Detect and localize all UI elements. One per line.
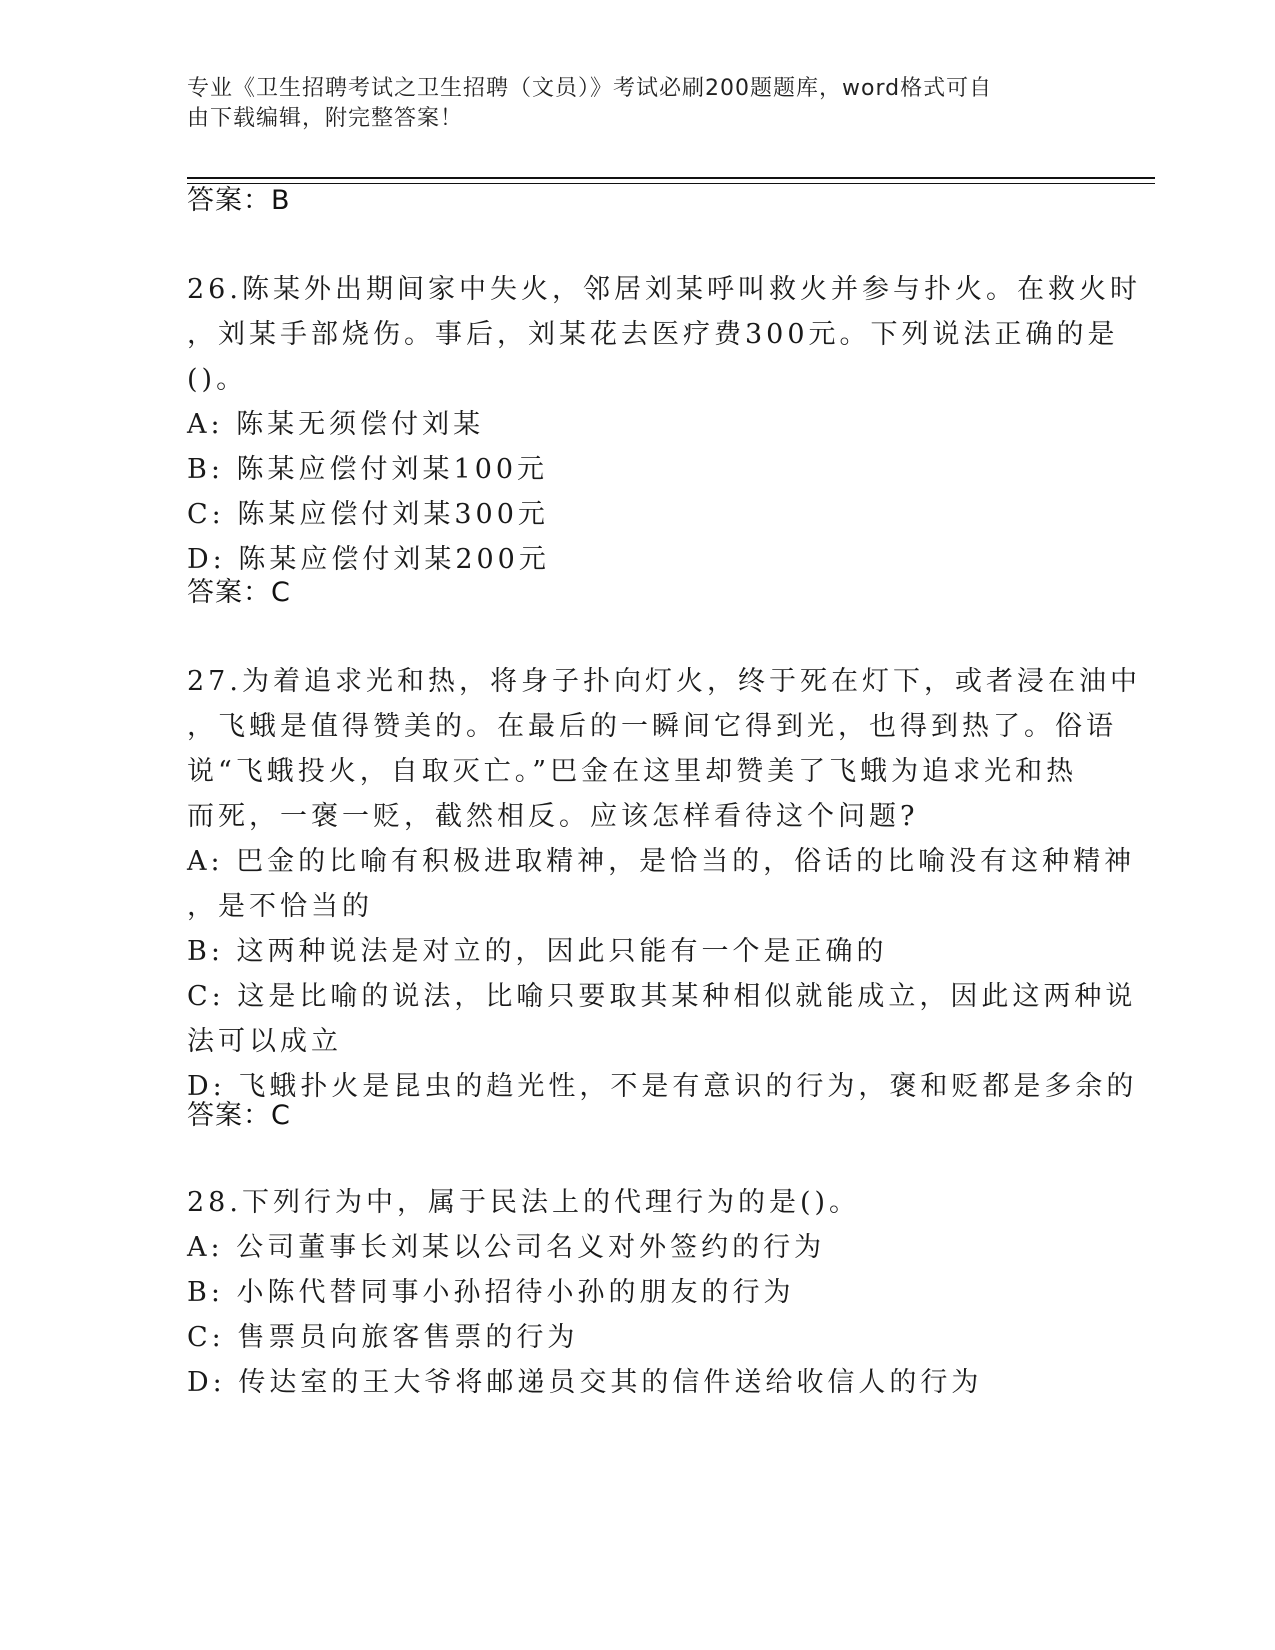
question-stem-line: 28.下列行为中，属于民法上的代理行为的是()。 <box>187 1187 861 1218</box>
answer-q25: 答案：B <box>187 185 291 216</box>
question-stem-line: ，飞蛾是值得赞美的。在最后的一瞬间它得到光，也得到热了。俗语 <box>187 711 1117 742</box>
header-line-1: 专业《卫生招聘考试之卫生招聘（文员）》考试必刷200题题库，word格式可自 <box>187 76 993 101</box>
option-c: C: 陈某应偿付刘某300元 <box>187 499 549 530</box>
option-b: B: 这两种说法是对立的，因此只能有一个是正确的 <box>187 936 888 967</box>
header-divider-thick <box>187 177 1155 179</box>
option-d: D: 陈某应偿付刘某200元 <box>187 544 550 575</box>
option-d: D: 飞蛾扑火是昆虫的趋光性，不是有意识的行为，褒和贬都是多余的 <box>187 1071 1138 1102</box>
question-stem-line: 而死，一褒一贬，截然相反。应该怎样看待这个问题? <box>187 801 919 832</box>
question-26 <box>187 267 1141 582</box>
question-27 <box>187 659 1141 1109</box>
option-b: B: 陈某应偿付刘某100元 <box>187 454 549 485</box>
option-c-continued: 法可以成立 <box>187 1026 342 1057</box>
option-a: A: 陈某无须偿付刘某 <box>187 409 485 440</box>
option-d: D: 传达室的王大爷将邮递员交其的信件送给收信人的行为 <box>187 1367 983 1398</box>
option-a: A: 巴金的比喻有积极进取精神，是恰当的，俗话的比喻没有这种精神 <box>187 846 1136 877</box>
option-c: C: 这是比喻的说法，比喻只要取其某种相似就能成立，因此这两种说 <box>187 981 1137 1012</box>
header-divider-thin <box>187 183 1155 184</box>
question-stem-line: ，刘某手部烧伤。事后，刘某花去医疗费300元。下列说法正确的是 <box>187 319 1119 350</box>
option-a: A: 公司董事长刘某以公司名义对外签约的行为 <box>187 1232 826 1263</box>
option-a-continued: ，是不恰当的 <box>187 891 373 922</box>
question-stem-line: 说“飞蛾投火，自取灭亡。”巴金在这里却赞美了飞蛾为追求光和热 <box>187 756 1078 787</box>
question-stem-line: 27.为着追求光和热，将身子扑向灯火，终于死在灯下，或者浸在油中 <box>187 666 1141 697</box>
option-b: B: 小陈代替同事小孙招待小孙的朋友的行为 <box>187 1277 795 1308</box>
option-c: C: 售票员向旅客售票的行为 <box>187 1322 579 1353</box>
question-stem-line: 26.陈某外出期间家中失火，邻居刘某呼叫救火并参与扑火。在救火时 <box>187 274 1141 305</box>
question-28 <box>187 1180 1087 1405</box>
header-line-2: 由下载编辑，附完整答案！ <box>187 106 464 131</box>
answer-q26: 答案：C <box>187 577 291 608</box>
question-stem-line: ()。 <box>187 364 248 395</box>
document-header <box>187 74 1067 134</box>
answer-q27: 答案：C <box>187 1100 291 1131</box>
